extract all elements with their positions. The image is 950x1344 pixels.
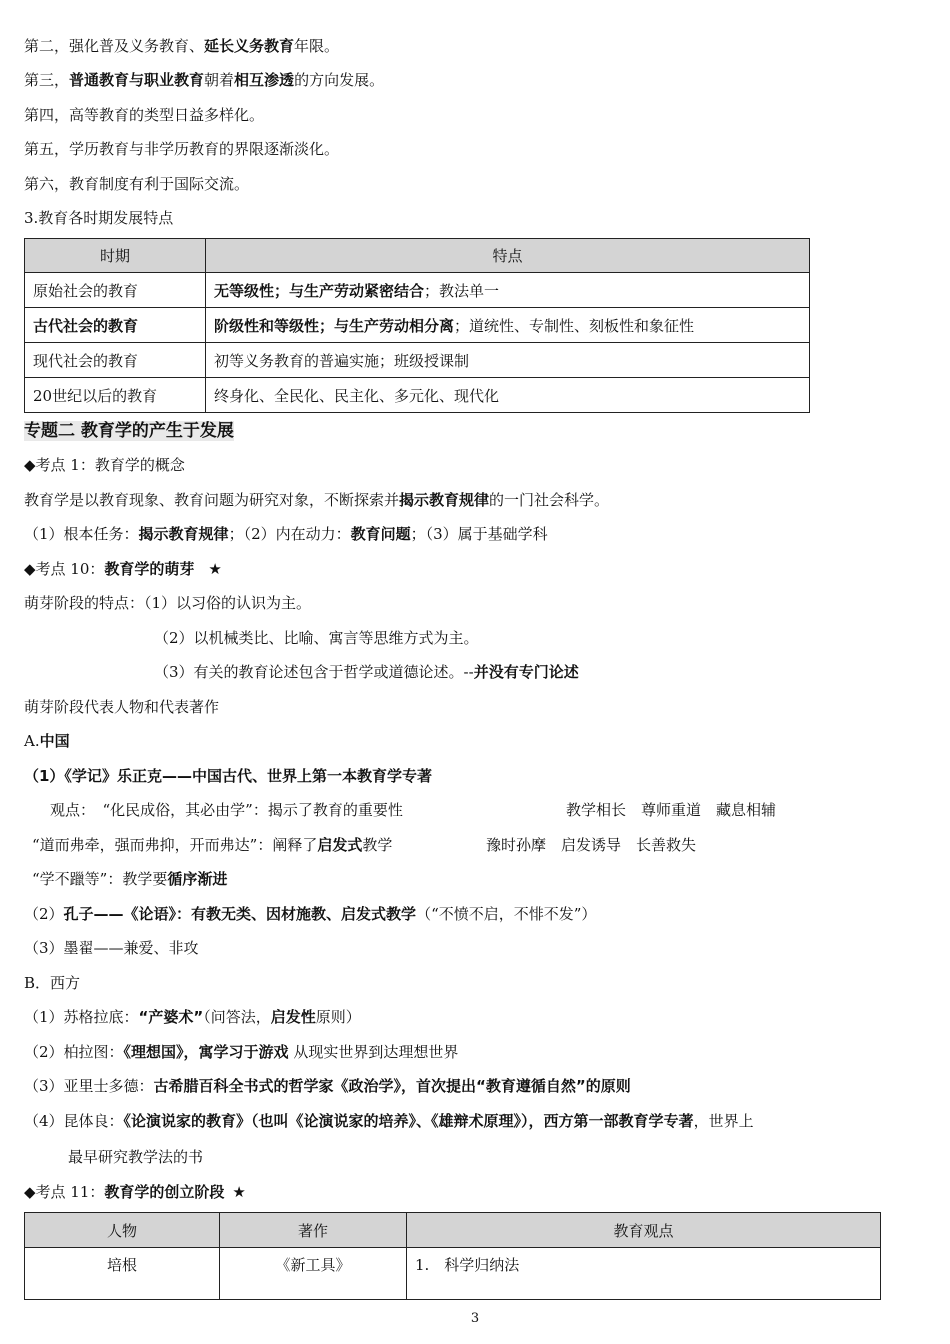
table-row xyxy=(25,308,810,343)
table-header: 教育观点 xyxy=(407,1213,881,1248)
star-icon: ★ xyxy=(208,560,222,578)
text-line: （3）有关的教育论述包含于哲学或道德论述。--并没有专门论述 xyxy=(154,663,579,681)
table-header: 人物 xyxy=(25,1213,220,1248)
table-row xyxy=(25,273,810,308)
subheading: B．西方 xyxy=(24,974,81,992)
table-cell: 现代社会的教育 xyxy=(25,343,206,378)
kp-heading: ◆考点 10：教育学的萌芽 ★ xyxy=(24,560,222,578)
text-line: （3）墨翟——兼爱、非攻 xyxy=(24,939,199,957)
founders-table xyxy=(24,1212,881,1300)
subheading: 3.教育各时期发展特点 xyxy=(24,209,174,227)
text-line: （3）亚里士多德：古希腊百科全书式的哲学家《政治学》，首次提出“教育遵循自然”的原则 xyxy=(24,1077,631,1095)
table-cell: 古代社会的教育 xyxy=(25,308,206,343)
table-row xyxy=(25,343,810,378)
table-row xyxy=(25,1248,881,1300)
period-features-table xyxy=(24,238,810,413)
text-line: 第五，学历教育与非学历教育的界限逐渐淡化。 xyxy=(24,140,340,158)
text-line: 第四，高等教育的类型日益多样化。 xyxy=(24,106,265,124)
text-line: 萌芽阶段的特点：（1）以习俗的认识为主。 xyxy=(24,594,312,612)
table-cell: 无等级性；与生产劳动紧密结合；教法单一 xyxy=(206,273,810,308)
text-line: （1）根本任务：揭示教育规律；（2）内在动力：教育问题；（3）属于基础学科 xyxy=(24,525,548,543)
text-line: （2）以机械类比、比喻、寓言等思维方式为主。 xyxy=(154,629,479,647)
text-line: （2）柏拉图：《理想国》，寓学习于游戏 从现实世界到达理想世界 xyxy=(24,1043,459,1061)
text-line: （4）昆体良：《论演说家的教育》（也叫《论演说家的培养》、《雄辩术原理》），西方第一部教育学专著，世界上 xyxy=(24,1112,754,1130)
table-row xyxy=(25,378,810,413)
table-cell: 《新工具》 xyxy=(220,1248,407,1300)
table-cell: 20世纪以后的教育 xyxy=(25,378,206,413)
text-line: 萌芽阶段代表人物和代表著作 xyxy=(24,698,220,716)
table-header: 时期 xyxy=(25,239,206,273)
text-line: （1）苏格拉底：“产婆术”（问答法，启发性原则） xyxy=(24,1008,361,1026)
text-line: 第二，强化普及义务教育、延长义务教育年限。 xyxy=(24,37,340,55)
text-line: “道而弗牵，强而弗抑，开而弗达”：阐释了启发式教学 xyxy=(32,836,393,854)
table-cell: 培根 xyxy=(25,1248,220,1300)
star-icon: ★ xyxy=(232,1183,246,1201)
text-line: “学不躐等”：教学要循序渐进 xyxy=(32,870,228,888)
text-line: （1）《学记》乐正克——中国古代、世界上第一本教育学专著 xyxy=(24,767,432,785)
text-line: （2）孔子——《论语》：有教无类、因材施教、启发式教学（“不愤不启，不悱不发”） xyxy=(24,905,597,923)
table-header: 特点 xyxy=(206,239,810,273)
subheading: A.中国 xyxy=(24,732,70,750)
kp-heading: ◆考点 11：教育学的创立阶段 ★ xyxy=(24,1183,246,1201)
table-cell: 阶级性和等级性；与生产劳动相分离；道统性、专制性、刻板性和象征性 xyxy=(206,308,810,343)
table-cell: 1. 科学归纳法 xyxy=(407,1248,881,1300)
table-header: 著作 xyxy=(220,1213,407,1248)
text-line: 最早研究教学法的书 xyxy=(68,1148,204,1166)
text-line: 教育学是以教育现象、教育问题为研究对象，不断探索并揭示教育规律的一门社会科学。 xyxy=(24,491,610,509)
kp-heading: ◆考点 1：教育学的概念 xyxy=(24,456,185,474)
text-line: 观点： “化民成俗，其必由学”：揭示了教育的重要性 xyxy=(50,801,403,819)
section-title: 专题二 教育学的产生于发展 xyxy=(24,421,234,441)
text-line: 第六，教育制度有利于国际交流。 xyxy=(24,175,250,193)
table-cell: 初等义务教育的普遍实施；班级授课制 xyxy=(206,343,810,378)
text-line: 豫时孙摩 启发诱导 长善救失 xyxy=(486,836,697,854)
table-cell: 终身化、全民化、民主化、多元化、现代化 xyxy=(206,378,810,413)
text-line: 第三，普通教育与职业教育朝着相互渗透的方向发展。 xyxy=(24,71,385,89)
text-line: 教学相长 尊师重道 藏息相辅 xyxy=(566,801,777,819)
page-number: 3 xyxy=(470,1311,480,1326)
table-cell: 原始社会的教育 xyxy=(25,273,206,308)
